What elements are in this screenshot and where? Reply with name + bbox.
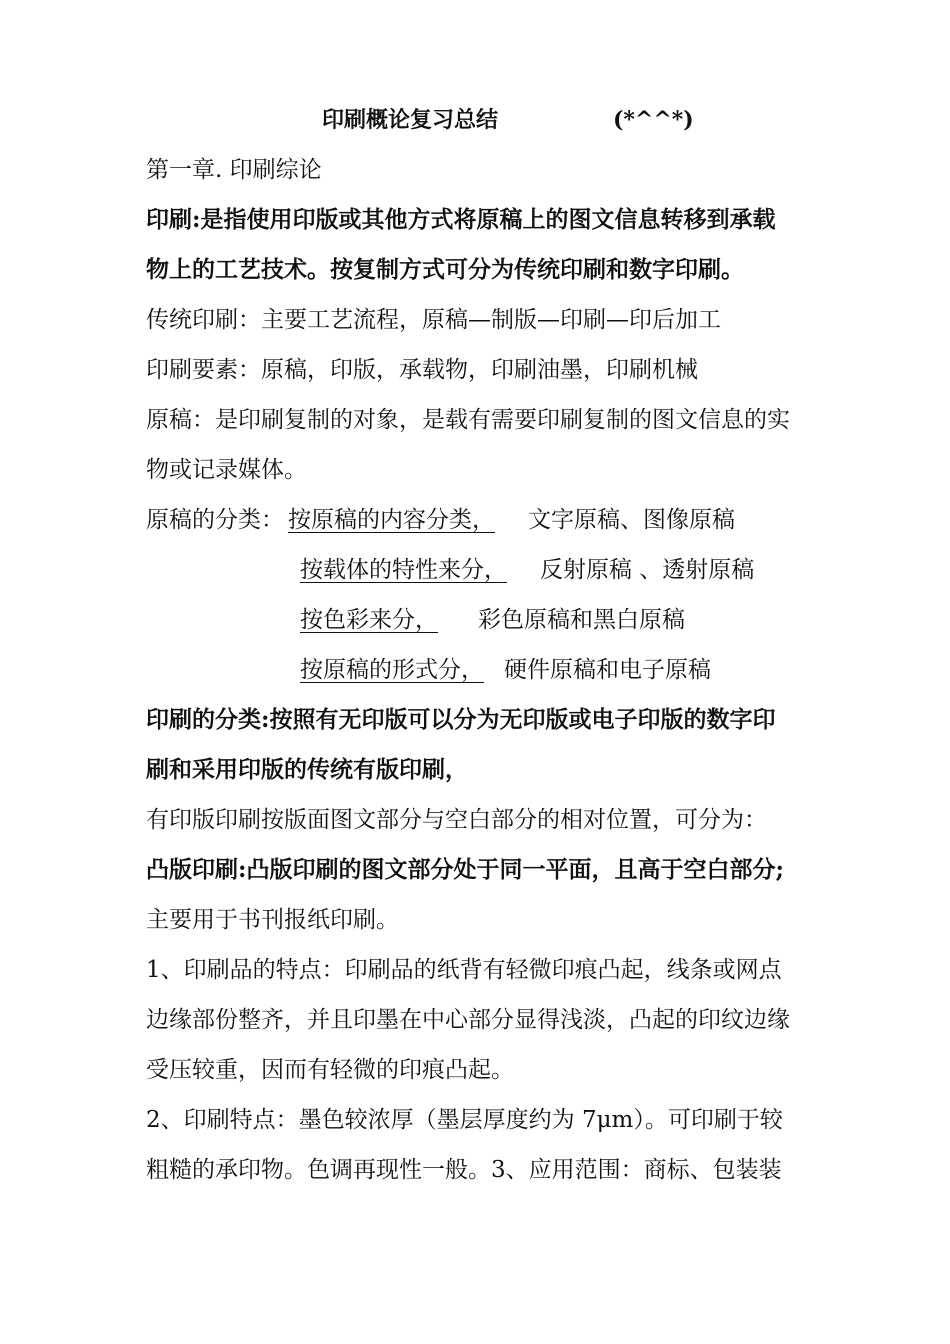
classification-criterion: 按载体的特性来分，: [300, 557, 507, 583]
classification-result: 反射原稿 、透射原稿: [540, 557, 755, 583]
classification-result: 彩色原稿和黑白原稿: [478, 607, 685, 633]
paragraph-line: 传统印刷：主要工艺流程，原稿—制版—印刷—印后加工: [146, 307, 721, 333]
paragraph-line: 物或记录媒体。: [146, 457, 307, 483]
classification-label: 原稿的分类：: [146, 507, 284, 533]
paragraph-line: 刷和采用印版的传统有版印刷，: [146, 756, 468, 783]
paragraph-line: 印刷的分类:按照有无印版可以分为无印版或电子印版的数字印: [146, 706, 776, 733]
document-title: 印刷概论复习总结: [322, 107, 499, 133]
paragraph-line: 2、印刷特点：墨色较浓厚（墨层厚度约为 7μm）。可印刷于较: [146, 1107, 783, 1133]
paragraph-line: 受压较重，因而有轻微的印痕凸起。: [146, 1057, 514, 1083]
paragraph-line: 主要用于书刊报纸印刷。: [146, 907, 399, 933]
paragraph-line: 有印版印刷按版面图文部分与空白部分的相对位置，可分为：: [146, 807, 767, 833]
title-emoticon: (*^^*): [613, 107, 694, 133]
paragraph-line: 物上的工艺技术。按复制方式可分为传统印刷和数字印刷。: [146, 256, 744, 283]
paragraph-line: 印刷要素：原稿，印版，承载物，印刷油墨，印刷机械: [146, 357, 698, 383]
paragraph-line: 印刷:是指使用印版或其他方式将原稿上的图文信息转移到承载: [146, 206, 776, 233]
classification-result: 硬件原稿和电子原稿: [504, 657, 711, 683]
chapter-heading: 第一章. 印刷综论: [146, 157, 322, 183]
classification-criterion: 按原稿的内容分类，: [288, 507, 495, 533]
paragraph-line: 边缘部份整齐，并且印墨在中心部分显得浅淡，凸起的印纹边缘: [146, 1007, 790, 1033]
classification-criterion: 按色彩来分，: [300, 607, 438, 633]
paragraph-line: 粗糙的承印物。色调再现性一般。3、应用范围：商标、包装装: [146, 1157, 782, 1183]
title-row: [0, 100, 950, 140]
paragraph-line: 凸版印刷:凸版印刷的图文部分处于同一平面，且高于空白部分;: [146, 856, 784, 883]
paragraph-line: 原稿：是印刷复制的对象，是载有需要印刷复制的图文信息的实: [146, 407, 790, 433]
classification-criterion: 按原稿的形式分，: [300, 657, 484, 683]
classification-result: 文字原稿、图像原稿: [528, 507, 735, 533]
paragraph-line: 1、印刷品的特点：印刷品的纸背有轻微印痕凸起，线条或网点: [146, 957, 782, 983]
